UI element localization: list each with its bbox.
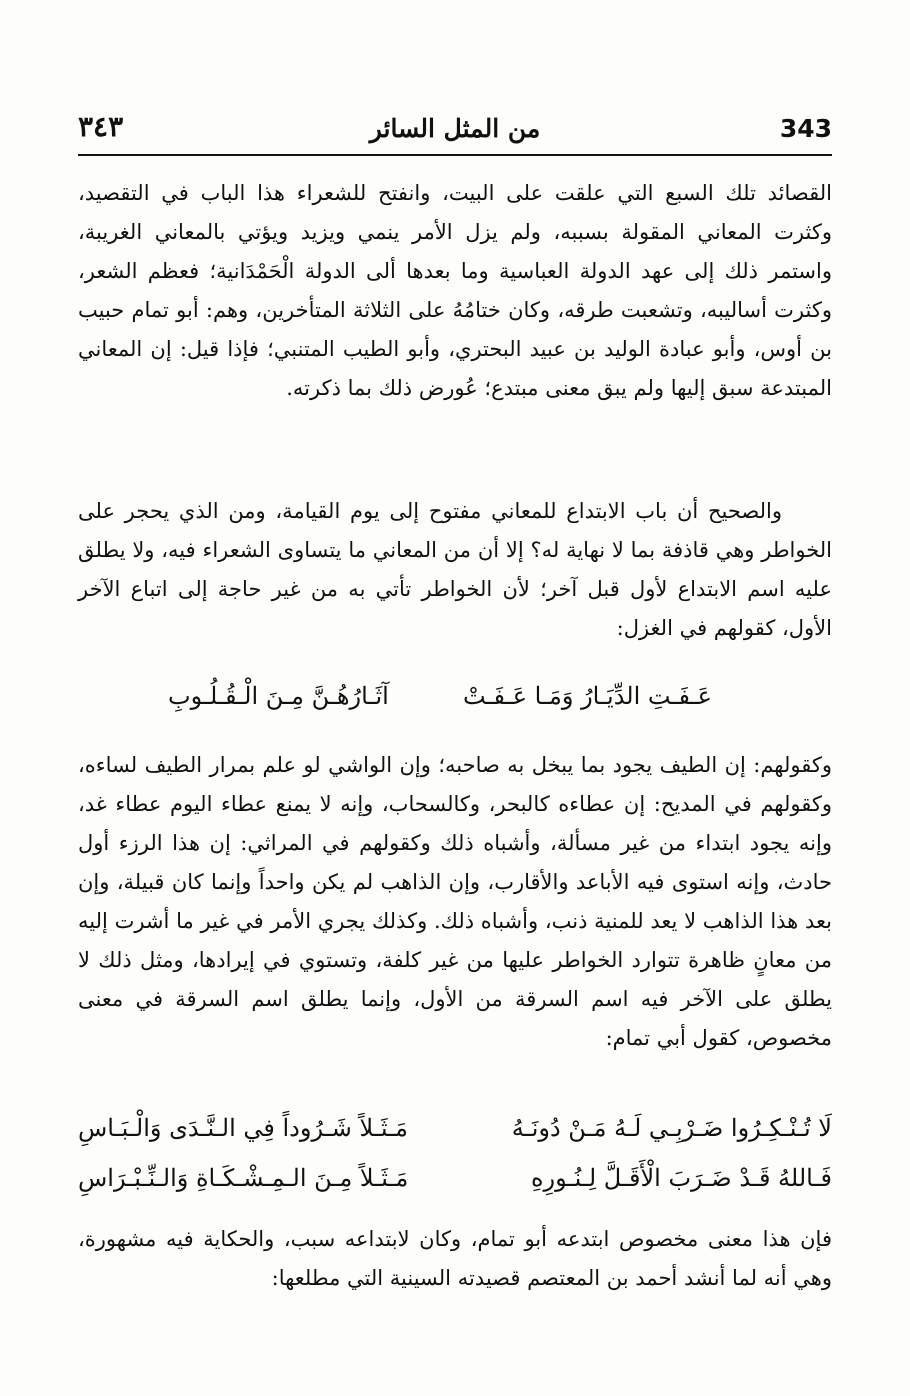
paragraph <box>78 1220 832 1298</box>
page-header <box>78 108 832 156</box>
verse-first-hemistich: لَا تُـنْـكِـرُوا ضَـرْبِـي لَـهُ مَـنْ دُونَـهُ <box>511 1114 832 1142</box>
page-number-arabic: ٣٤٣ <box>78 110 124 143</box>
poem-verse <box>78 1108 832 1148</box>
poem-verse <box>78 676 832 716</box>
verse-first-hemistich: عَـفَـتِ الدِّيَـارُ وَمَـا عَـفَـتْ <box>462 682 712 710</box>
verse-second-hemistich: مَـثَـلاً شَـرُوداً فِي الـنَّـدَى وَالْـبَـاسِ <box>78 1114 408 1142</box>
paragraph-text: والصحيح أن باب الابتداع للمعاني مفتوح إلى يوم القيامة، ومن الذي يحجر على الخواطر وهي قاذفة بما لا نهاية له؟ إلا أن من المعاني ما يتساوى الشعراء فيه، ولا يطلق عليه اسم الابتداع لأول قبل آخر؛ لأن الخواطر تأتي به من غير حاجة إلى اتباع الآخر الأول، كقولهم في الغزل: <box>78 499 832 640</box>
page-number-latin: 343 <box>779 114 832 143</box>
running-head: من المثل السائر <box>369 114 541 143</box>
paragraph <box>78 746 832 1058</box>
paragraph <box>78 492 832 648</box>
poem-verse <box>78 1158 832 1198</box>
verse-second-hemistich: آثَـارُهُـنَّ مِـنَ الْـقُـلُـوبِ <box>168 682 389 710</box>
verse-first-hemistich: فَـاللهُ قَـدْ ضَـرَبَ الْأَقَـلَّ لِـنُـورِهِ <box>530 1164 832 1192</box>
paragraph-text: وكقولهم: إن الطيف يجود بما يبخل به صاحبه؛ وإن الواشي لو علم بمرار الطيف لساءه، وكقولهم في المديح: إن عطاءه كالبحر، وكالسحاب، وإنه لا يمنع عطاء اليوم عطاء غد، وإنه يجود ابتداء من غير مسألة، وأشباه ذلك وكقولهم في المراثي: إن هذا الرزء أول حادث، وإنه استوى فيه الأباعد والأقارب، وإن الذاهب لم يكن واحداً وإنما كان قبيلة، وإن بعد هذا الذاهب لا يعد للمنية ذنب، وأشباه ذلك. وكذلك يجري الأمر في غير ما أشرت إليه من معانٍ ظاهرة تتوارد الخواطر عليها من غير كلفة، وتستوي في إيرادها، ومثل ذلك لا يطلق على الآخر فيه اسم السرقة من الأول، وإنما يطلق اسم السرقة في معنى مخصوص، كقول أبي تمام: <box>78 753 832 1050</box>
paragraph-text: القصائد تلك السبع التي علقت على البيت، وانفتح للشعراء هذا الباب في التقصيد، وكثرت المعاني المقولة بسببه، ولم يزل الأمر ينمي ويزيد ويؤتي بالمعاني الغريبة، واستمر ذلك إلى عهد الدولة العباسية وما بعدها ألى الدولة الْحَمْدَانية؛ فعظم الشعر، وكثرت أساليبه، وتشعبت طرقه، وكان ختامُهُ على الثلاثة المتأخرين، وهم: أبو تمام حبيب بن أوس، وأبو عبادة الوليد بن عبيد البحتري، وأبو الطيب المتنبي؛ فإذا قيل: إن المعاني المبتدعة سبق إليها ولم يبق معنى مبتدع؛ عُورض ذلك بما ذكرته. <box>78 181 832 400</box>
verse-second-hemistich: مَـثَـلاً مِـنَ الـمِـشْـكَـاةِ وَالـنِّـبْـرَاسِ <box>78 1164 409 1192</box>
paragraph <box>78 174 832 408</box>
paragraph-text: فإن هذا معنى مخصوص ابتدعه أبو تمام، وكان لابتداعه سبب، والحكاية فيه مشهورة، وهي أنه لما أنشد أحمد بن المعتصم قصيدته السينية التي مطلعها: <box>78 1227 832 1290</box>
